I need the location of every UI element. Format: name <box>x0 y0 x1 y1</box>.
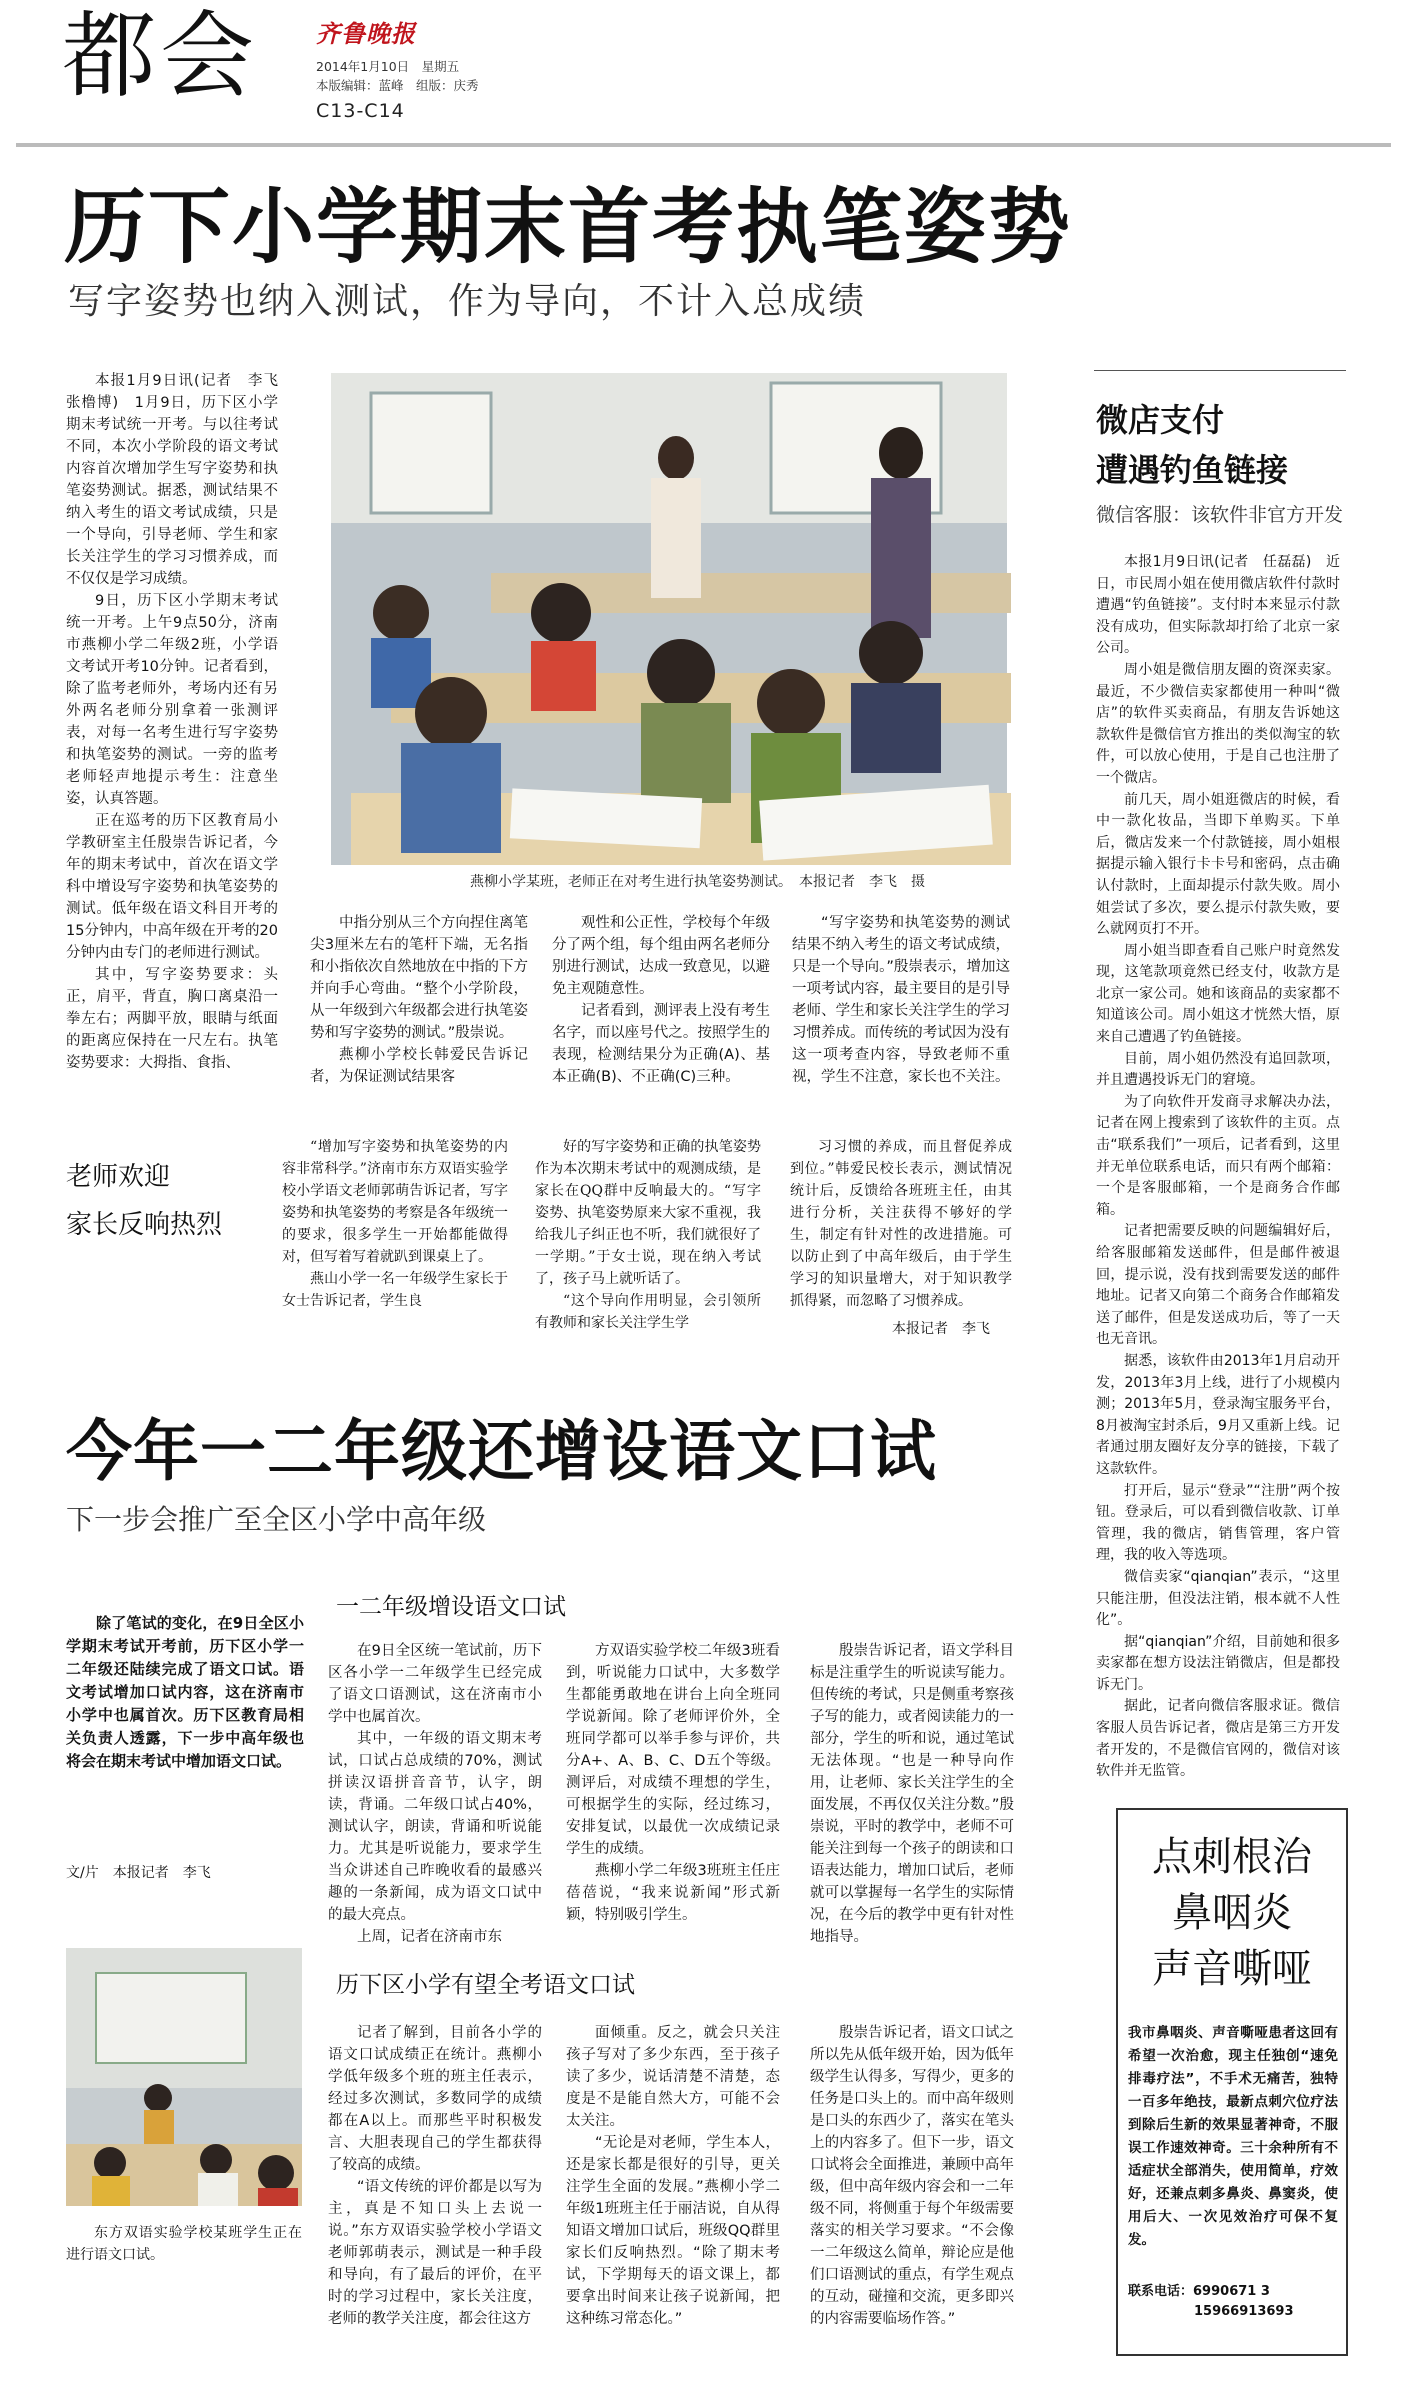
story3-paragraph: 据此，记者向微信客服求证。微信客服人员告诉记者，微店是第三方开发者开发的，不是微信官网的，微信对该软件并无监管。 <box>1096 1698 1340 1780</box>
story1-col2-paragraph: 中指分别从三个方向捏住离笔尖3厘米左右的笔杆下端，无名指和小指依次自然地放在中指的下方并向手心弯曲。“整个小学阶段，从一年级到六年级都会进行执笔姿势和写字姿势的测试。”殷崇说。 <box>310 915 528 1041</box>
story2-headline: 今年一二年级还增设语文口试 <box>66 1413 937 1490</box>
story1-col2-paragraph: 燕柳小学校长韩爱民告诉记者，为保证测试结果客 <box>310 1047 528 1085</box>
story2-sub2-col2-paragraph: “无论是对老师，学生本人，还是家长都是很好的引导，更关注学生全面的发展。”燕柳小学二年级1班班主任于丽洁说，自从得知语文增加口试后，班级QQ群里家长们反响热烈。“除了期末考试，下学期每天的语文课上，都要拿出时间来让孩子说新闻，把这种练习常态化。” <box>566 2135 780 2327</box>
story3-paragraph: 前几天，周小姐逛微店的时候，看中一款化妆品，当即下单购买。下单后，微店发来一个付款链接，周小姐根据提示输入银行卡卡号和密码，点击确认付款时，上面却提示付款失败。周小姐尝试了多次，要么提示付款失败，要么就网页打不开。 <box>1096 791 1340 938</box>
story2-sub1-col3-paragraph: 殷崇告诉记者，语文学科目标是注重学生的听说读写能力。但传统的考试，只是侧重考察孩子写的能力，或者阅读能力的一部分，学生的听和说，通过笔试无法体现。“也是一种导向作用，让老师、家长关注学生的全面发展，不再仅仅关注分数。”殷崇说，平时的教学中，老师不可能关注到每一个孩子的朗读和口语表达能力，增加口试后，老师就可以掌握每一名学生的实际情况，在今后的教学中更有针对性地指导。 <box>810 1643 1014 1945</box>
story2-sub2-col1-paragraph: 记者了解到，目前各小学的语文口试成绩正在统计。燕柳小学低年级多个班的班主任表示，经过多次测试，多数同学的成绩都在A以上。而那些平时积极发言、大胆表现自己的学生都获得了较高的成绩。 <box>328 2025 542 2173</box>
story2-sub1-column-3 <box>810 1640 1014 1945</box>
story2-sub1-column-1 <box>328 1640 542 1945</box>
ad-phone-1 <box>1128 2280 1340 2299</box>
story1-photo <box>331 373 1007 865</box>
story2-sub1-title: 一二年级增设语文口试 <box>336 1594 566 1620</box>
story3-paragraph: 打开后，显示“登录”“注册”两个按钮。登录后，可以看到微信收款、订单管理，我的微店，销售管理，客户管理，我的收入等选项。 <box>1096 1482 1340 1564</box>
story2-photo <box>66 1948 302 2206</box>
story3-paragraph: 周小姐是微信朋友圈的资深卖家。最近，不少微信卖家都使用一种叫“微店”的软件买卖商品，有朋友告诉她这款软件是微信官方推出的类似淘宝的软件，可以放心使用，于是自己也注册了一个微店。 <box>1096 661 1340 786</box>
sidebar1-col1-paragraph: 燕山小学一名一年级学生家长于女士告诉记者，学生良 <box>282 1271 508 1309</box>
sidebar1-title-1: 老师欢迎 <box>66 1162 171 1192</box>
story3-paragraph: 据悉，该软件由2013年1月启动开发，2013年3月上线，进行了小规模内测；2013年5月，登录淘宝服务平台，8月被淘宝封杀后，9月又重新上线。记者通过朋友圈好友分享的链接，下载了这款软件。 <box>1096 1352 1340 1477</box>
story1-column-3 <box>552 912 770 1132</box>
story2-sub2-col2-paragraph: 面倾重。反之，就会只关注孩子写对了多少东西，至于孩子读了多少，说话清楚不清楚，态度是不是能自然大方，可能不会太关注。 <box>566 2025 780 2129</box>
story1-col1-paragraph: 其中，写字姿势要求：头正，肩平，背直，胸口离桌沿一拳左右；两脚平放，眼睛与纸面的距离应保持在一尺左右。执笔姿势要求：大拇指、食指、 <box>66 967 278 1071</box>
story2-sub2-col1-paragraph: “语文传统的评价都是以写为主，真是不知口头上去说一说。”东方双语实验学校小学语文老师郭萌表示，测试是一种手段和导向，有了最后的评价，在平时的学习过程中，家长关注度，老师的教学关注度，都会往这方 <box>328 2179 542 2327</box>
masthead-rule <box>16 143 1391 147</box>
story2-lead <box>66 1612 304 1812</box>
story3-paragraph: 记者把需要反映的问题编辑好后，给客服邮箱发送邮件，但是邮件被退回，提示说，没有找到需要发送的邮件地址。记者又向第二个商务合作邮箱发送了邮件，但是发送成功后，等了一天也无音讯。 <box>1096 1223 1340 1348</box>
story2-sub1-col1-paragraph: 在9日全区统一笔试前，历下区各小学一二年级学生已经完成了语文口语测试，这在济南市小学中也属首次。 <box>328 1643 542 1725</box>
sidebar1-column-3 <box>790 1136 1012 1312</box>
sidebar1-byline: 本报记者 李飞 <box>892 1321 990 1337</box>
oral-test-photo-illustration <box>66 1948 302 2206</box>
story2-sub1-col2-paragraph: 燕柳小学二年级3班班主任庄蓓蓓说，“我来说新闻”形式新颖，特别吸引学生。 <box>566 1863 780 1923</box>
sidebar1-col1-paragraph: “增加写字姿势和执笔姿势的内容非常科学。”济南市东方双语实验学校小学语文老师郭萌告诉记者，写字姿势和执笔姿势的考察是各年级统一的要求，很多学生一开始都能做得对，但写着写着就趴到课桌上了。 <box>282 1139 508 1265</box>
story3-subhead: 微信客服：该软件非官方开发 <box>1096 504 1344 526</box>
story2-sub1-col1-paragraph: 上周，记者在济南市东 <box>357 1929 502 1945</box>
story1-col4-paragraph: “写字姿势和执笔姿势的测试结果不纳入考生的语文考试成绩，只是一个导向。”殷崇表示，增加这一项考试内容，最主要目的是引导老师、学生和家长关注学生的学习习惯养成。而传统的考试因为没有这一项考查内容，导致老师不重视，学生不注意，家长也不关注。 <box>792 915 1010 1085</box>
ad-title-2: 鼻咽炎 <box>1172 1890 1292 1936</box>
sidebar1-col2-paragraph: 好的写字姿势和正确的执笔姿势作为本次期末考试中的观测成绩，是家长在QQ群中反响最大的。“写字姿势、执笔姿势原来大家不重视，我给我儿子纠正也不听，我们就很好了一学期。”于女士说，现在纳入考试了，孩子马上就听话了。 <box>535 1139 761 1287</box>
ad-title-3: 声音嘶哑 <box>1152 1946 1312 1992</box>
ad-phone-label: 联系电话： <box>1128 2284 1194 2299</box>
story2-photo-caption <box>66 2222 302 2272</box>
right-column-top-rule <box>1094 370 1346 371</box>
story1-column-2 <box>310 912 528 1132</box>
story3-headline-1: 微店支付 <box>1096 401 1225 439</box>
story1-col1-paragraph: 本报1月9日讯(记者 李飞 张橹博) 1月9日，历下区小学期末考试统一开考。与以往考试不同，本次小学阶段的语文考试内容首次增加学生写字姿势和执笔姿势测试。据悉，测试结果不纳入考生的语文考试成绩，只是一个导向，引导老师、学生和家长关注学生的学习习惯养成，而不仅仅是学习成绩。 <box>66 373 293 587</box>
story1-col1-paragraph: 正在巡考的历下区教育局小学教研室主任殷崇告诉记者，今年的期末考试中，首次在语文学科中增设写字姿势和执笔姿势的测试。低年级在语文科目开考的15分钟内，中高年级在开考的20分钟内由专门的老师进行测试。 <box>66 813 278 961</box>
page-range: C13-C14 <box>316 100 405 122</box>
advertisement-box <box>1116 1808 1348 2356</box>
date-line: 2014年1月10日 星期五 <box>316 59 460 74</box>
classroom-photo-illustration <box>331 373 1007 865</box>
story1-photo-caption: 燕柳小学某班，老师正在对考生进行执笔姿势测试。 本报记者 李飞 摄 <box>470 874 925 890</box>
story2-lead-paragraph: 除了笔试的变化，在9日全区小学期末考试开考前，历下区小学一二年级还陆续完成了语文口试。语文考试增加口试内容，这在济南市小学中也属首次。历下区教育局相关负责人透露，下一步中高年级也将会在期末考试中增加语文口试。 <box>66 1614 304 1770</box>
story3-headline-2: 遭遇钓鱼链接 <box>1096 451 1289 489</box>
story1-headline: 历下小学期末首考执笔姿势 <box>64 180 1073 275</box>
story3-paragraph: 为了向软件开发商寻求解决办法，记者在网上搜索到了该软件的主页。点击“联系我们”一项后，记者看到，这里并无单位联系电话，而只有两个邮箱：一个是客服邮箱，一个是商务合作邮箱。 <box>1096 1093 1340 1218</box>
story2-sub2-column-1 <box>328 2022 542 2366</box>
story3-body <box>1096 552 1340 1780</box>
story2-subhead: 下一步会推广至全区小学中高年级 <box>66 1503 487 1536</box>
editor-line: 本版编辑：蓝峰 组版：庆秀 <box>316 78 479 93</box>
story2-sub2-column-2 <box>566 2022 780 2366</box>
sidebar1-col2-paragraph: “这个导向作用明显，会引领所有教师和家长关注学生学 <box>535 1293 761 1331</box>
sidebar1-column-2 <box>535 1136 761 1346</box>
story3-paragraph: 据“qianqian”介绍，目前她和很多卖家都在想方设法注销微店，但是都投诉无门。 <box>1096 1633 1340 1693</box>
paper-logo: 齐鲁晚报 <box>316 20 416 48</box>
story2-byline: 文/片 本报记者 李飞 <box>66 1865 211 1881</box>
story1-column-4 <box>792 912 1010 1132</box>
story2-sub1-col2-paragraph: 方双语实验学校二年级3班看到，听说能力口试中，大多数学生都能勇敢地在讲台上向全班同学说新闻。除了老师评价外，全班同学都可以举手参与评价，共分A+、A、B、C、D五个等级。测评后，对成绩不理想的学生，可根据学生的实际，经过练习，安排复试，以最优一次成绩记录学生的成绩。 <box>566 1643 780 1857</box>
story3-paragraph: 目前，周小姐仍然没有追回款项，并且遭遇投诉无门的窘境。 <box>1096 1050 1340 1089</box>
story2-sub2-column-3 <box>810 2022 1014 2366</box>
story2-sub1-column-2 <box>566 1640 780 1940</box>
ad-title-1: 点刺根治 <box>1152 1834 1312 1880</box>
story1-col1-paragraph: 9日，历下区小学期末考试统一开考。上午9点50分，济南市燕柳小学二年级2班，小学语文考试开考10分钟。记者看到，除了监考老师外，考场内还有另外两名老师分别拿着一张测评表，对每一名考生进行写字姿势和执笔姿势的测试。一旁的监考老师轻声地提示考生：注意坐姿，认真答题。 <box>66 593 278 807</box>
ad-phone-2: 15966913693 <box>1194 2304 1294 2319</box>
story1-column-1 <box>66 370 293 1110</box>
story3-paragraph: 微信卖家“qianqian”表示，“这里只能注册，但没法注销，根本就不人性化”。 <box>1096 1568 1340 1629</box>
story3-paragraph: 周小姐当即查看自己账户时竟然发现，这笔款项竟然已经支付，收款方是北京一家公司。她和该商品的卖家都不知道该公司。周小姐这才恍然大悟，原来自己遭遇了钓鱼链接。 <box>1096 942 1340 1046</box>
ad-phone-number-1: 6990671 3 <box>1193 2284 1270 2299</box>
section-title: 都会 <box>62 2 259 111</box>
story2-caption-text: 东方双语实验学校某班学生正在进行语文口试。 <box>66 2225 302 2263</box>
story2-sub2-title: 历下区小学有望全考语文口试 <box>336 1972 635 1998</box>
story2-sub1-col1-paragraph: 其中，一年级的语文期末考试，口试占总成绩的70%，测试拼读汉语拼音音节，认字，朗读，背诵。二年级口试占40%，测试认字，朗读，背诵和听说能力。尤其是听说能力，要求学生当众讲述自己昨晚收看的最感兴趣的一条新闻，成为语文口试中的最大亮点。 <box>328 1731 542 1923</box>
sidebar1-col3-paragraph: 习习惯的养成，而且督促养成到位。”韩爱民校长表示，测试情况统计后，反馈给各班班主任，由其进行分析，关注获得不够好的学生，制定有针对性的改进措施。可以防止到了中高年级后，由于学生学习的知识量增大，对于知识教学抓得紧，而忽略了习惯养成。 <box>790 1139 1012 1309</box>
sidebar1-title-2: 家长反响热烈 <box>66 1210 223 1240</box>
story1-subhead: 写字姿势也纳入测试，作为导向，不计入总成绩 <box>68 281 867 322</box>
story1-col3-paragraph: 记者看到，测评表上没有考生名字，而以座号代之。按照学生的表现，检测结果分为正确(A)、基本正确(B)、不正确(C)三种。 <box>552 1003 770 1085</box>
ad-body: 我市鼻咽炎、声音嘶哑患者这回有希望一次治愈，现主任独创“速免排毒疗法”，不手术无痛苦，独特一百多年绝技，最新点刺穴位疗法到除后生新的效果显著神奇，不服误工作速效神奇。三十余种所有不适症状全部消失，使用简单，疗效好，还兼点刺多鼻炎、鼻窦炎，使用后大、一次见效治疗可保不复发。 <box>1128 2025 1338 2248</box>
sidebar1-column-1 <box>282 1136 508 1346</box>
story1-col3-paragraph: 观性和公正性，学校每个年级分了两个组，每个组由两名老师分别进行测试，达成一致意见，以避免主观随意性。 <box>552 915 770 997</box>
story3-paragraph: 本报1月9日讯(记者 任磊磊) 近日，市民周小姐在使用微店软件付款时遭遇“钓鱼链接”。支付时本来显示付款没有成功，但实际款却打给了北京一家公司。 <box>1096 554 1340 657</box>
story2-sub2-col3-paragraph: 殷崇告诉记者，语文口试之所以先从低年级开始，因为低年级学生认得多，写得少，更多的任务是口头上的。而中高年级则是口头的东西少了，落实在笔头上的内容多了。但下一步，语文口试将会全面推进，兼顾中高年级，但中高年级内容会和一二年级不同，将侧重于每个年级需要落实的相关学习要求。“不会像一二年级这么简单，辩论应是他们口语测试的重点，有学生观点的互动，碰撞和交流，更多即兴的内容需要临场作答。” <box>810 2025 1014 2327</box>
